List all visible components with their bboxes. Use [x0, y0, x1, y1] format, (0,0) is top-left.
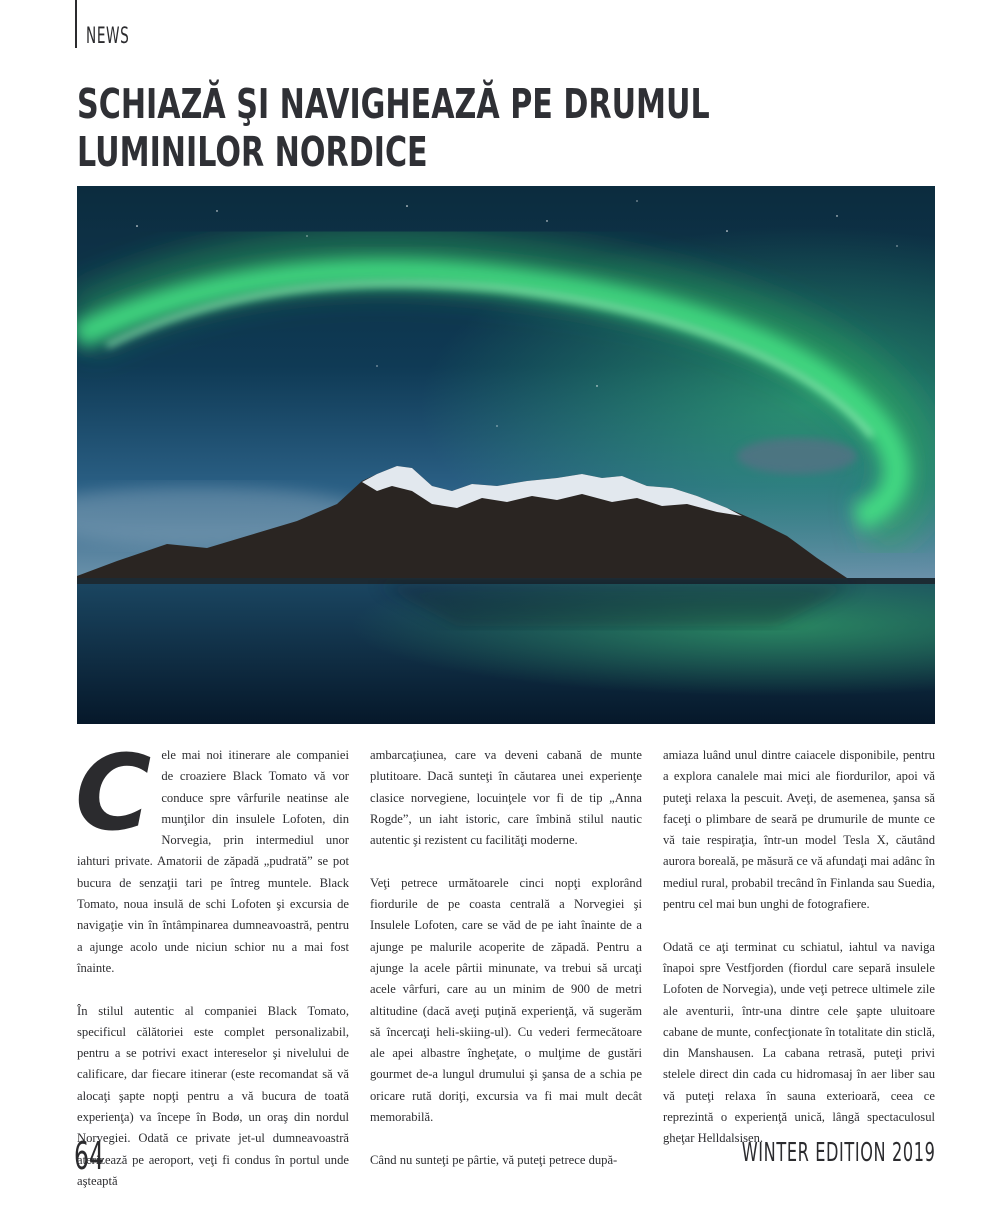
paragraph: Când nu sunteţi pe pârtie, vă puteţi petrece după- [370, 1152, 618, 1167]
paragraph: Veţi petrece următoarele cinci nopţi explorând fiordurile de pe coasta centrală a Norvegiei şi Insulele Lofoten, care se văd de pe iaht înainte de a ajunge pe malurile acoperite de zăpadă. Pentru a ajunge la acele pârtii minunate, va trebui să urcaţi acele vârfuri, care au un minim de 900 de metri altitudine (dacă aveţi puţină experienţă, vă sugerăm să încercaţi heli-skiing-ul). Cu vederi fermecătoare ale apei albastre îngheţate, o mulţime de gustări gourmet de-a lungul drumului şi şansa de a schia pe oricare rută doriţi, excursia va fi mai mult decât memorabilă. [370, 875, 642, 1125]
section-rule [75, 0, 77, 48]
page-number: 64 [74, 1134, 104, 1178]
paragraph-text: ele mai noi itinerare ale companiei de croaziere Black Tomato vă vor conduce spre vârfurile neatinse ale munţilor din insulele Lofoten, din Norvegia, prin intermediul unor iahturi private. Amatorii de zăpadă „pudrată” se pot bucura de senzaţii tari pe întreg muntele. Black Tomato, noua insulă de schi Lofoten şi excursia de navigaţie vin în întâmpinarea dumneavoastră, pentru a ajunge acolo unde niciun schior nu a mai fost înainte. [77, 748, 349, 975]
article-title [77, 80, 999, 176]
article-title-line-1: SCHIAZĂ ŞI NAVIGHEAZĂ PE DRUMUL [77, 80, 710, 128]
paragraph: În stilul autentic al companiei Black Tomato, specificul călătoriei este complet personalizabil, pentru a se potrivi exact intereselor şi nivelului de calificare, dar fiecare itinerar (este recomandat să vă alocaţi şapte nopţi pentru a vă bucura de toată experienţa) va începe în Bodø, un oraş din nordul Norvegiei. Odată ce private jet-ul dumneavoastră aterizează pe aeroport, veţi fi condus în portul unde aşteaptă [77, 1003, 349, 1188]
article-column-1 [75, 732, 349, 1214]
article-column-2 [370, 745, 642, 1192]
paragraph: ambarcaţiunea, care va deveni cabană de munte plutitoare. Dacă sunteţi în căutarea unei experienţe clasice norvegiene, locuinţele vor fi de tip „Anna Rogde”, un iaht istoric, care îmbină stilul nautic autentic şi rezistent cu facilităţi moderne. [370, 748, 642, 848]
paragraph [75, 732, 349, 979]
cloud [737, 438, 857, 474]
edition-label: WINTER EDITION 2019 [741, 1138, 935, 1168]
drop-cap: C [75, 732, 152, 854]
article-column-3 [663, 745, 935, 1171]
aurora-landscape-photo [77, 186, 935, 724]
paragraph: amiaza luând unul dintre caiacele disponibile, pentru a explora canalele mai mici ale fiordurilor, apoi vă puteţi relaxa la pescuit. Aveţi, de asemenea, şansa să faceţi o plimbare de seară pe drumurile de munte ce vă taie respiraţia, într-un model Tesla X, căutând aurora boreală, pe măsură ce vă afundaţi mai adânc în mediul rural, probabil trecând în Finlanda sau Suedia, pentru cel mai bun unghi de fotografiere. [663, 748, 935, 912]
article-title-line-2: LUMINILOR NORDICE [77, 128, 428, 176]
paragraph: Odată ce aţi terminat cu schiatul, iahtul va naviga înapoi spre Vestfjorden (fiordul care separă insulele Lofoten de Norvegia), unde veţi petrece ultimele zile ale aventurii, într-una dintre cele şapte uluitoare cabane de munte, confecţionate în totalitate din sticlă, din Manshausen. La cabana retrasă, puteţi privi stelele direct din cada cu hidromasaj în aer liber sau vă puteţi relaxa în sauna exterioară, ceea ce reprezintă o experienţă unică, lângă spectaculosul gheţar Helldalsisen. [663, 939, 935, 1146]
section-label: NEWS [86, 24, 130, 49]
